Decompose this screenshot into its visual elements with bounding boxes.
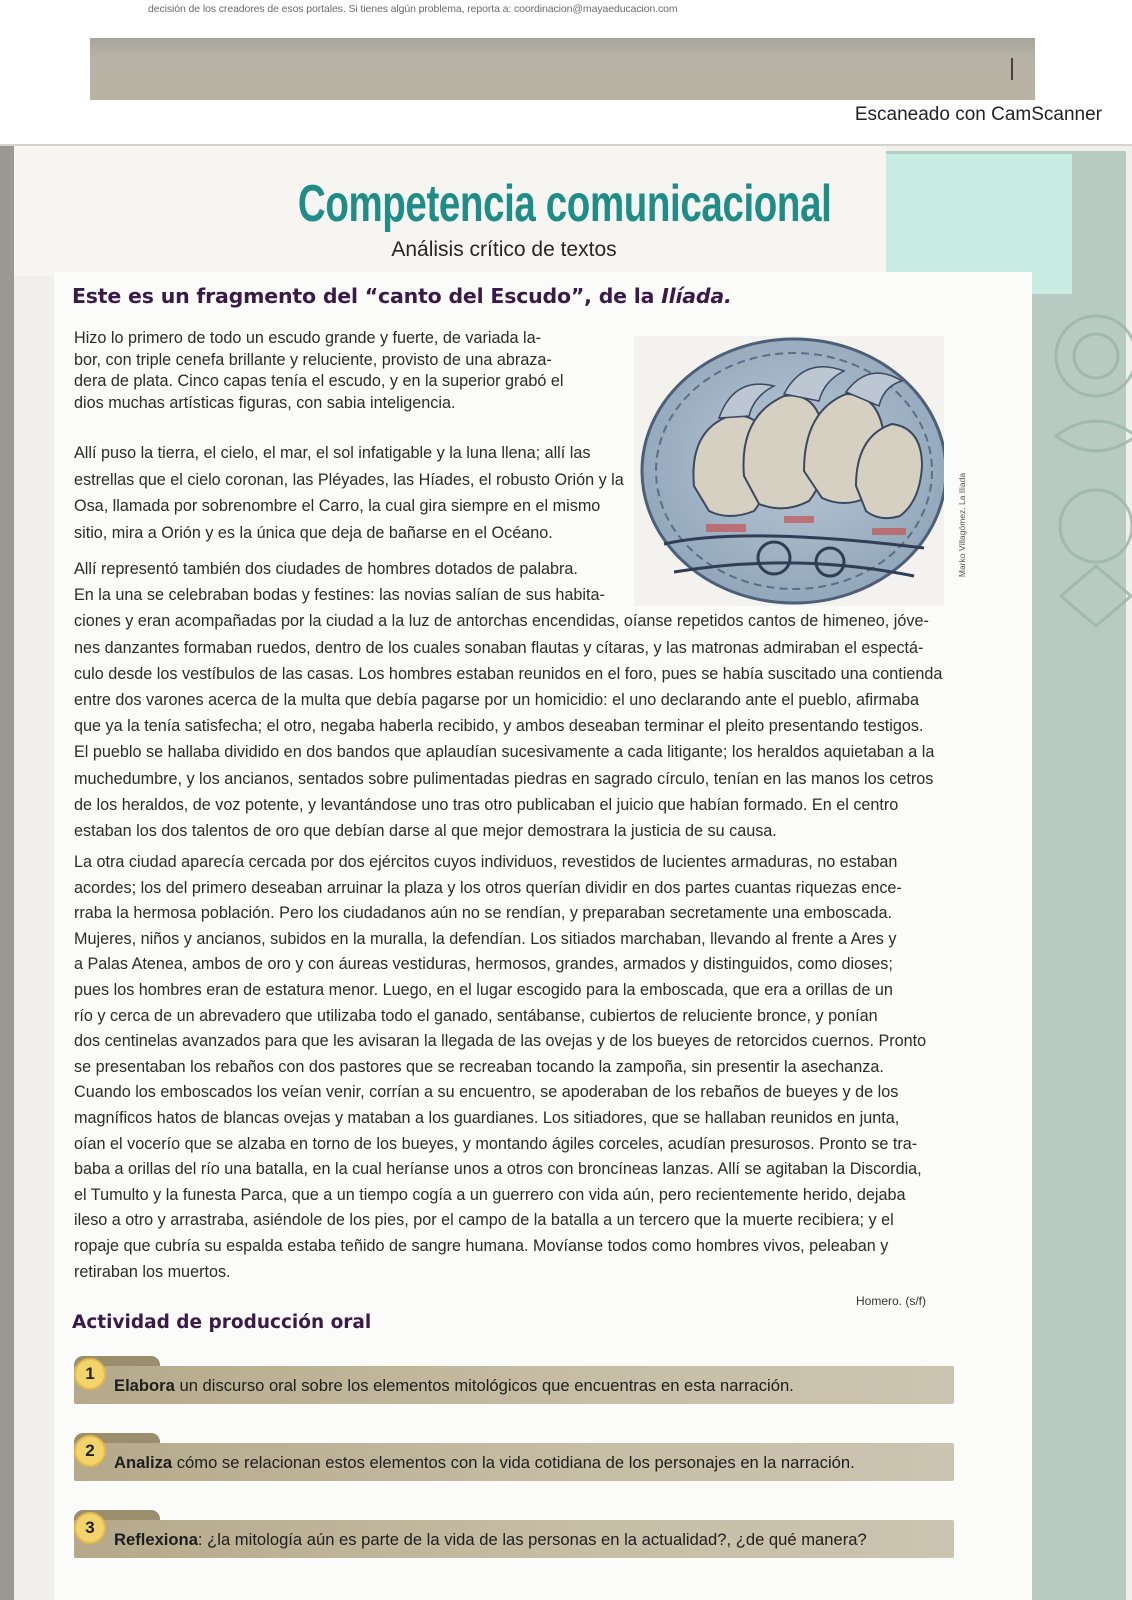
activity-number-badge: 1 [74,1358,106,1390]
text-line: pues los hombres eran de estatura menor. Luego, en el lugar escogido para la emboscada, que era a orillas de un [74,980,893,999]
text-line: La otra ciudad aparecía cercada por dos ejércitos cuyos individuos, revestidos de lucientes armaduras, no estaban [74,853,898,871]
activity-text [114,1376,794,1396]
activity-body: un discurso oral sobre los elementos mitológicos que encuentras en esta narración. [174,1376,794,1395]
text-line: que ya la tenía satisfecha; el otro, negaba haberla recibido, y ambos deseaban terminar el pleito presentando testigos. [74,717,924,736]
text-line: Hizo lo primero de todo un escudo grande y fuerte, de variada la- [74,329,542,347]
activity-heading: Actividad de producción oral [72,1312,372,1333]
text-line: entre dos varones acerca de la multa que debía pagarse por un homicidio: el uno declarando ante el pueblo, afirmaba [74,691,919,710]
text-line: ileso a otro y arrastraba, asiéndole de los pies, por el campo de la batalla a un tercero que la muerte recibiera; y el [74,1211,894,1230]
activity-number-badge: 2 [74,1435,106,1467]
text-line: Mujeres, niños y ancianos, subidos en la muralla, la defendían. Los sitiados marchaban, llevando al frente a Ares y [74,929,897,948]
scan-decor-bar [90,38,1035,100]
text-line: magníficos hatos de blancas ovejas y mataban a los guardianes. Los sitiadores, que se hallaban reunidos en junta, [74,1108,900,1127]
text-line: estrellas que el cielo coronan, las Pléyades, las Híades, el robusto Orión y la [74,470,624,489]
paragraph-1 [74,328,564,414]
page-title: Competencia comunicacional [297,175,832,233]
text-line: dios muchas artísticas figuras, con sabia inteligencia. [74,393,456,412]
page-edge [0,146,14,1600]
activity-verb: Analiza [114,1453,173,1472]
text-line: el Tumulto y la funesta Parca, que a un tiempo cogía a un guerrero con vida aún, pero recientemente herido, dejaba [74,1185,906,1204]
text-line: nes danzantes formaban ruedos, dentro de los cuales sonaban flautas y cítaras, y las matronas admiraban el espectá- [74,638,924,657]
text-line: muchedumbre, y los ancianos, sentados sobre pulimentadas piedras en sagrado círculo, tenían en las manos los cetros [74,769,934,788]
paragraph-2 [74,440,624,547]
author-reference: Homero. (s/f) [856,1294,927,1308]
text-line: baba a orillas del río una batalla, en la cual heríanse unos a otros con broncíneas lanzas. Allí se agitaban la Discordia, [74,1160,922,1179]
activity-item [74,1510,954,1564]
text-line: ciones y eran acompañadas por la ciudad a la luz de antorchas encendidas, oíanse repetidos cantos de himeneo, jóve- [74,612,929,631]
scanner-label: Escaneado con CamScanner [854,104,1102,125]
text-line: El pueblo se hallaba dividido en dos bandos que aplaudían sucesivamente a cada litigante; los heraldos aquietaban a la [74,743,935,762]
text-line: dos centinelas avanzados para que les avisaran la llegada de las ovejas y de los bueyes de retorcidos cuernos. Pronto [74,1032,927,1051]
text-line: de los heraldos, de voz potente, y levantándose uno tras otro publicaban el juicio que habían formado. En el centro [74,795,899,814]
activity-body: : ¿la mitología aún es parte de la vida de las personas en la actualidad?, ¿de qué manera? [197,1530,867,1549]
warriors-helmets-illustration [634,336,944,606]
text-line: En la una se celebraban bodas y festines: las novias salían de sus habita- [74,586,605,605]
activity-verb: Reflexiona [114,1530,198,1549]
activity-text [114,1453,855,1473]
textbook-page [14,146,1132,1600]
scan-top-strip [0,0,1132,145]
activity-number-badge: 3 [74,1512,106,1544]
activity-body: cómo se relacionan estos elementos con la vida cotidiana de los personajes en la narración. [172,1453,855,1472]
text-line: retiraban los muertos. [74,1262,231,1281]
paragraph-4 [74,850,926,1285]
image-credit-text: Marko Villagómez. La Iliada [957,472,967,578]
activity-verb: Elabora [114,1376,175,1395]
text-line: rraba la hermosa población. Pero los ciudadanos aún no se rendían, y preparaban secretamente una emboscada. [74,904,892,923]
text-line: Osa, llamada por sobrenombre el Carro, la cual gira siempre en el mismo [74,497,601,516]
text-line: Allí representó también dos ciudades de hombres dotados de palabra. [74,560,578,578]
text-line: a Palas Atenea, ambos de oro y con áureas vestiduras, hermosos, grandes, armados y distinguidos, como dioses; [74,955,893,974]
text-line: estaban los dos talentos de oro que debían darse al que mejor demostrara la justicia de su causa. [74,822,777,841]
scan-note: decisión de los creadores de esos portales. Si tienes algún problema, reporta a: coordinacion@mayaeducacion.com [148,3,678,15]
activity-item [74,1356,954,1410]
image-credit [956,468,968,588]
activity-text [114,1530,867,1550]
intro-heading-text: Este es un fragmento del “canto del Escudo”, de la [72,284,662,308]
text-line: sitio, mira a Orión y es la única que deja de bañarse en el Océano. [74,524,553,543]
text-line: acordes; los del primero deseaban arruinar la plaza y los otros querían dividir en dos partes cuantas riquezas ence- [74,878,902,897]
text-line: ropaje que cubría su espalda estaba teñido de sangre humana. Movíanse todos como hombres vivos, peleaban y [74,1236,889,1255]
text-line: oían el vocerío que se alzaba en torno de los bueyes, y montando ágiles corceles, acudían presurosos. Pronto se tra- [74,1134,918,1153]
page-subtitle: Análisis crítico de textos [391,238,617,261]
text-line: Allí puso la tierra, el cielo, el mar, el sol infatigable y la luna llena; allí las [74,444,591,462]
ornament-icon [1036,296,1132,656]
intro-heading-work: Ilíada. [661,284,732,308]
text-line: Cuando los emboscados los veían venir, corrían a su encuentro, se apoderaban de los rebaños de bueyes y de los [74,1083,899,1102]
intro-heading [72,284,732,308]
text-line: bor, con triple cenefa brillante y reluciente, provisto de una abraza- [74,350,552,369]
text-line: dera de plata. Cinco capas tenía el escudo, y en la superior grabó el [74,372,564,391]
text-line: se presentaban los rebaños con dos pastores que se recreaban tocando la zampoña, sin presentir la asechanza. [74,1057,884,1076]
activity-item [74,1433,954,1487]
text-line: culo desde los vestíbulos de las casas. Los hombres estaban reunidos en el foro, pues se había suscitado una contienda [74,664,943,683]
text-line: río y cerca de un abrevadero que utilizaba todo el ganado, sentábanse, cubiertos de reluciente bronce, y ponían [74,1006,878,1025]
